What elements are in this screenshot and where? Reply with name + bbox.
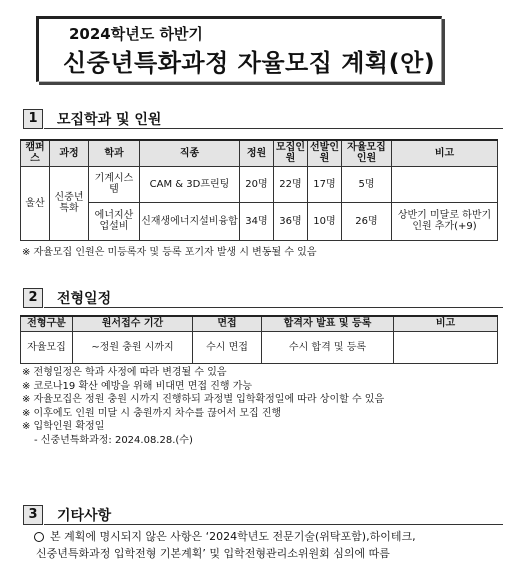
cell-campus: 울산 (21, 166, 50, 240)
cell-type: 자율모집 (21, 331, 73, 363)
cell-job: 신재생에너지설비융합 (140, 202, 240, 240)
header-job: 직종 (140, 140, 240, 166)
section-3-line (34, 528, 514, 545)
cell-dept: 기계시스템 (89, 166, 140, 202)
section-2-rule (44, 307, 503, 308)
schedule-table (20, 315, 498, 364)
header-application: 원서접수 기간 (73, 316, 193, 331)
section-2-number: 2 (23, 288, 43, 308)
header-selected: 선발인원 (308, 140, 342, 166)
header-self: 자율모집인원 (342, 140, 392, 166)
cell-recruit: 22명 (274, 166, 308, 202)
header-quota: 정원 (240, 140, 274, 166)
header-announcement: 합격자 발표 및 등록 (262, 316, 394, 331)
cell-announcement: 수시 합격 및 등록 (262, 331, 394, 363)
section-3-title: 기타사항 (57, 507, 112, 524)
section-2-title: 전형일정 (57, 290, 112, 307)
table-row (21, 331, 498, 363)
section-3-rule (44, 524, 503, 525)
cell-dept: 에너지산업설비 (89, 202, 140, 240)
header-dept: 학과 (89, 140, 140, 166)
header-note: 비고 (392, 140, 498, 166)
cell-application: ~정원 충원 시까지 (73, 331, 193, 363)
title-subtitle: 2024학년도 하반기 (69, 25, 203, 43)
section-3-heading (23, 504, 111, 524)
page-title: 신중년특화과정 자율모집 계획(안) (63, 49, 436, 77)
section-2-heading (23, 287, 111, 307)
cell-course: 신중년특화 (50, 166, 89, 240)
section-1-number: 1 (23, 109, 43, 129)
header-campus: 캠퍼스 (21, 140, 50, 166)
section-1-title: 모집학과 및 인원 (57, 111, 162, 128)
cell-selected: 17명 (308, 166, 342, 202)
title-box (36, 16, 442, 82)
cell-job: CAM & 3D프린팅 (140, 166, 240, 202)
cell-note: 상반기 미달로 하반기 인원 추가(+9) (392, 202, 498, 240)
cell-selected: 10명 (308, 202, 342, 240)
cell-self: 26명 (342, 202, 392, 240)
section-1-heading (23, 108, 161, 128)
table-row (21, 166, 498, 202)
cell-self: 5명 (342, 166, 392, 202)
note-line: ※ 자율모집은 정원 충원 시까지 진행하되 과정별 입학확정일에 따라 상이할 수 있음 (22, 394, 385, 405)
schedule-notes (22, 366, 384, 447)
cell-remarks (394, 331, 498, 363)
cell-quota: 34명 (240, 202, 274, 240)
cell-interview: 수시 면접 (193, 331, 262, 363)
note-line: ※ 이후에도 인원 미달 시 충원까지 차수를 끊어서 모집 진행 (22, 407, 282, 419)
cell-recruit: 36명 (274, 202, 308, 240)
recruit-table-header (21, 140, 498, 166)
header-recruit: 모집인원 (274, 140, 308, 166)
header-interview: 면접 (193, 316, 262, 331)
section-1-footnote: ※ 자율모집 인원은 미등록자 및 등록 포기자 발생 시 변동될 수 있음 (22, 247, 317, 258)
section-3-line: 신중년특화과정 입학전형 기본계획’ 및 입학전형관리소위원회 심의에 따름 (36, 547, 390, 560)
section-3-body (34, 528, 514, 562)
table-row (21, 202, 498, 240)
circle-bullet-icon (34, 532, 44, 542)
note-line: ※ 전형일정은 학과 사정에 따라 변경될 수 있음 (22, 367, 227, 378)
recruit-table (20, 139, 498, 241)
header-remarks: 비고 (394, 316, 498, 331)
section-3-line-text: 본 계획에 명시되지 않은 사항은 ‘2024학년도 전문기술(위탁포함),하이테크, (50, 530, 416, 543)
section-1-rule (44, 128, 503, 129)
header-type: 전형구분 (21, 316, 73, 331)
header-course: 과정 (50, 140, 89, 166)
note-line: - 신중년특화과정: 2024.08.28.(수) (34, 434, 193, 446)
cell-note (392, 166, 498, 202)
note-line: ※ 코로나19 확산 예방을 위해 비대면 면접 진행 가능 (22, 380, 253, 392)
schedule-table-header (21, 316, 498, 331)
cell-quota: 20명 (240, 166, 274, 202)
section-3-number: 3 (23, 505, 43, 525)
note-line: ※ 입학인원 확정일 (22, 421, 105, 432)
